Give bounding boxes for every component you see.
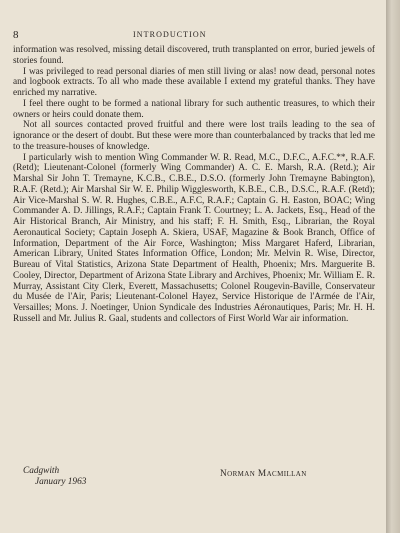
paragraph: information was resolved, missing detail discovered, truth transplanted on error, buried jewels of stories found. (13, 45, 375, 66)
signature-date: January 1963 (35, 477, 87, 487)
paragraph: Not all sources contacted proved fruitful and there were lost trails leading to the sea of ignorance or the desert of doubt. But these were more than counterbalanced by tracks that led me to the treasure-houses of knowledge. (13, 120, 375, 152)
signature-author: Norman Macmillan (220, 469, 307, 479)
signature-block (13, 466, 375, 506)
running-head: INTRODUCTION (133, 30, 207, 39)
paragraph: I was privileged to read personal diaries of men still living or alas! now dead, personal notes and logbook extracts. To all who made these available I extend my grateful thanks. They have enriched my narrative. (13, 66, 375, 98)
page-number: 8 (13, 29, 19, 41)
body-text (13, 45, 375, 325)
page-header (13, 30, 374, 42)
signature-place: Cadgwith (23, 466, 60, 476)
book-gutter (386, 0, 400, 533)
paragraph: I feel there ought to be formed a national library for such authentic treasures, to which their owners or heirs could donate them. (13, 98, 375, 120)
paragraph: I particularly wish to mention Wing Commander W. R. Read, M.C., D.F.C., A.F.C.**, R.A.F. (Retd); Lieutenant-Colonel (formerly Wing Commander) A. C. E. Marsh, R.A. (Retd.); Air Marshal Sir John T. Tremayne, K.C.B., C.B.E., D.S.O. (formerly John Tremayne Babington), R.A.F. (Retd.); Air Marshal Sir W. E. Philip Wigglesworth, K.B.E., C.B., D.S.C., R.A.F. (Retd); Air Vice-Marshal S. W. R. Hughes, C.B.E., A.F.C, R.A.F.; Captain G. H. Easton, BOAC; Wing Commander A. D. Jillings, R.A.F.; Captain Frank T. Courtney; L. A. Jackets, Esq., Head of the Air Historical Branch, Air Ministry, and his staff; F. H. Smith, Esq., Librarian, the Royal Aeronautical Society; Captain Joseph A. Skiera, USAF, Magazine & Book Branch, Office of Information, Department of the Air Force, Washington; Miss Margaret Haferd, Librarian, American Library, United States Information Office, London; Mr. Melvin R. Wise, Director, Bureau of Vital Statistics, Arizona State Department of Health, Phoenix; Mrs. Marguerite B. Cooley, Director, Department of Arizona State Library and Archives, Phoenix; Mr. William E. R. Murray, Assistant City Clerk, Everett, Massachusetts; Colonel Rougevin-Baville, Conservateur du Musée de l'Air, Paris; Lieutenant-Colonel Hayez, Service Historique de l'Armée de l'Air, Versailles; Mons. J. Noetinger, Union Syndicale des Industries Aéronautiques, Paris; Mr. H. H. Russell and Mr. Julius R. Gaal, students and collectors of First World War air information. (13, 152, 375, 324)
